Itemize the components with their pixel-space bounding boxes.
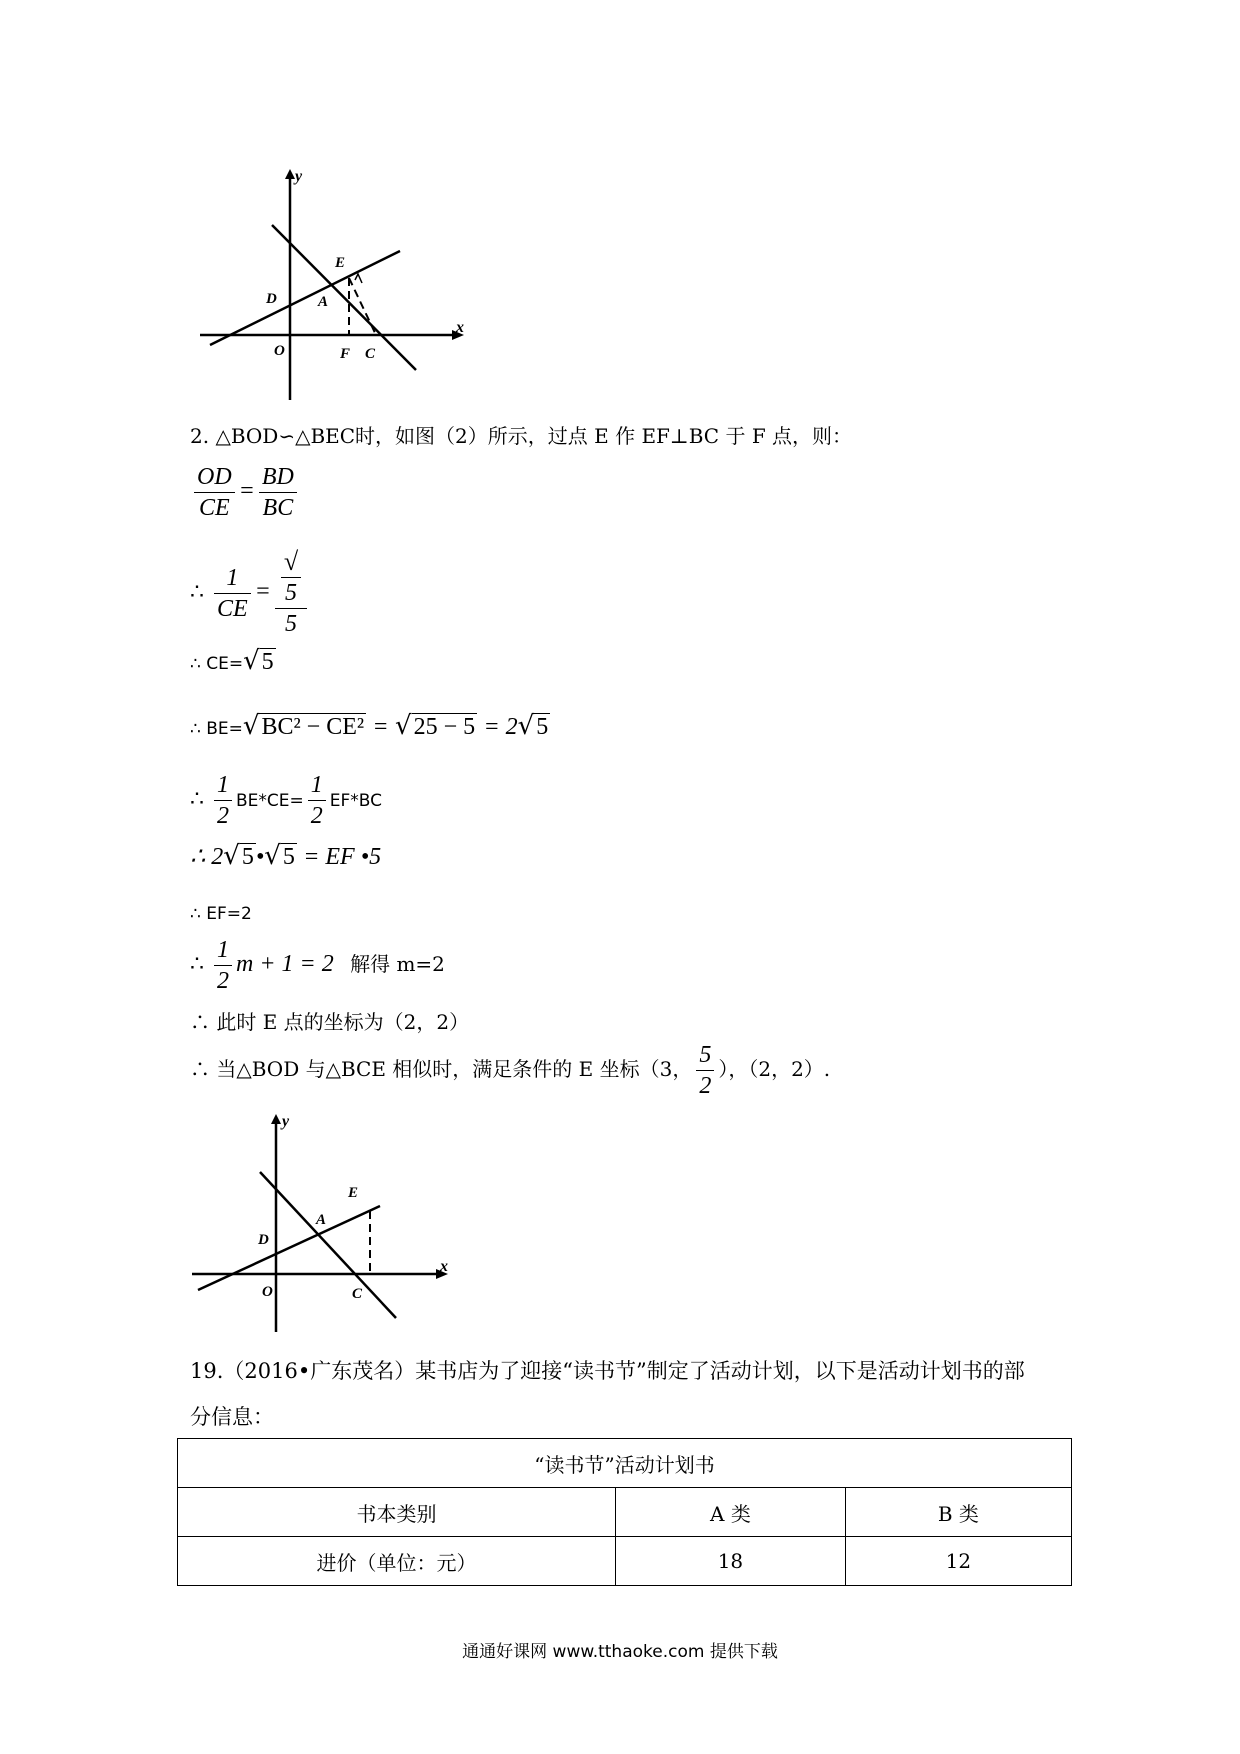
step-1: ∴ $\frac{1}{CE}$ = √ 5 5 (190, 547, 311, 639)
radicand: BC² − CE² (261, 714, 365, 740)
radicand: 25 − 5 (413, 714, 476, 740)
label-c: C (352, 1286, 363, 1302)
problem-19-line1: 19.（2016•广东茂名）某书店为了迎接“读书节”制定了活动计划，以下是活动计划书的部 (190, 1359, 1025, 1383)
table-row (178, 1488, 1072, 1537)
line-bc (260, 1172, 396, 1318)
step-text: ∴ CE= (190, 654, 244, 674)
label-e: E (348, 1185, 359, 1201)
table-cell: B 类 (845, 1488, 1071, 1537)
step-text: ∴ BE= (190, 719, 243, 739)
label-a: A (318, 294, 329, 310)
step-prefix: ∴ 2 (190, 844, 224, 870)
frac-den: CE (217, 595, 248, 622)
label-f: F (340, 346, 351, 362)
frac-num: 1 (308, 770, 326, 801)
therefore-symbol: ∴ (190, 579, 204, 605)
equation: m + 1 = 2 (236, 951, 334, 977)
frac-den: 2 (217, 803, 229, 829)
frac-num: 1 (214, 935, 232, 966)
label-x: x (440, 1258, 448, 1275)
radicand: 5 (241, 844, 254, 870)
footer: 通通好课网 www.tthaoke.com 提供下载 (462, 1642, 778, 1662)
step-3: ∴ BE=√BC² − CE² = √25 − 5 = 2√5 (190, 711, 549, 741)
label-d: D (266, 291, 277, 307)
step-7 (190, 935, 445, 996)
table-cell: A 类 (616, 1488, 846, 1537)
label-d: D (258, 1232, 269, 1248)
equals: = 2 (483, 714, 518, 740)
label-y: y (295, 168, 303, 185)
step-2: ∴ CE=√5 (190, 646, 274, 676)
plan-table (177, 1438, 1072, 1586)
label-o: O (274, 343, 285, 359)
figure-2 (190, 1110, 470, 1335)
frac-den: BC (262, 495, 294, 521)
table-cell: 18 (616, 1537, 846, 1586)
label-c: C (365, 346, 376, 362)
line-de (198, 1206, 380, 1290)
frac-num: OD (194, 462, 235, 493)
equals: = (372, 714, 389, 740)
step-5: ∴ 2√5•√5 = EF •5 (190, 841, 382, 871)
label-o: O (262, 1284, 273, 1300)
radicand: 5 (281, 577, 301, 608)
case2-intro: 2. △BOD∽△BEC时，如图（2）所示，过点 E 作 EF⊥BC 于 F 点，则： (190, 424, 853, 448)
radicand: 5 (282, 844, 295, 870)
table-cell: 进价（单位：元） (178, 1537, 616, 1586)
label-e: E (335, 255, 346, 271)
frac-num: BD (259, 462, 297, 493)
step-4 (190, 770, 382, 831)
frac-den: 2 (699, 1073, 712, 1099)
step-6: ∴ EF=2 (190, 904, 252, 924)
frac-num: 1 (214, 770, 232, 801)
frac-den: 5 (285, 611, 298, 637)
table-cell: 12 (845, 1537, 1071, 1586)
line-de (210, 251, 400, 345)
step-8: ∴ 此时 E 点的坐标为（2，2） (190, 1010, 470, 1034)
table-row (178, 1537, 1072, 1586)
problem-19-line2: 分信息： (190, 1405, 274, 1429)
therefore-symbol: ∴ (190, 787, 204, 812)
table-cell: 书本类别 (178, 1488, 616, 1537)
table-title: “读书节”活动计划书 (178, 1439, 1072, 1488)
frac-den: CE (199, 495, 230, 521)
therefore-symbol: ∴ (190, 952, 204, 977)
frac-den: 2 (217, 968, 229, 994)
frac-num: 1 (214, 563, 251, 594)
proportion-ratio: $\frac{OD}{CE}$ = $\frac{BD}{BC}$ (190, 462, 301, 523)
step-text: BE*CE= (236, 791, 304, 811)
step-rest: = EF •5 (303, 844, 382, 870)
figure-1 (190, 165, 490, 405)
frac-num: 5 (696, 1040, 714, 1071)
step-text: ），（2，2）. (718, 1057, 831, 1081)
radicand: 5 (536, 714, 549, 740)
label-a: A (316, 1212, 327, 1228)
solve-text: 解得 m=2 (350, 952, 445, 976)
radicand: 5 (261, 649, 274, 675)
frac-den: 2 (310, 803, 323, 829)
step-9 (190, 1040, 830, 1101)
label-x: x (456, 319, 464, 336)
step-text: EF*BC (329, 791, 383, 811)
step-text: ∴ 当△BOD 与△BCE 相似时，满足条件的 E 坐标（3， (190, 1057, 693, 1081)
dot: • (255, 844, 265, 870)
label-y: y (282, 1113, 290, 1130)
